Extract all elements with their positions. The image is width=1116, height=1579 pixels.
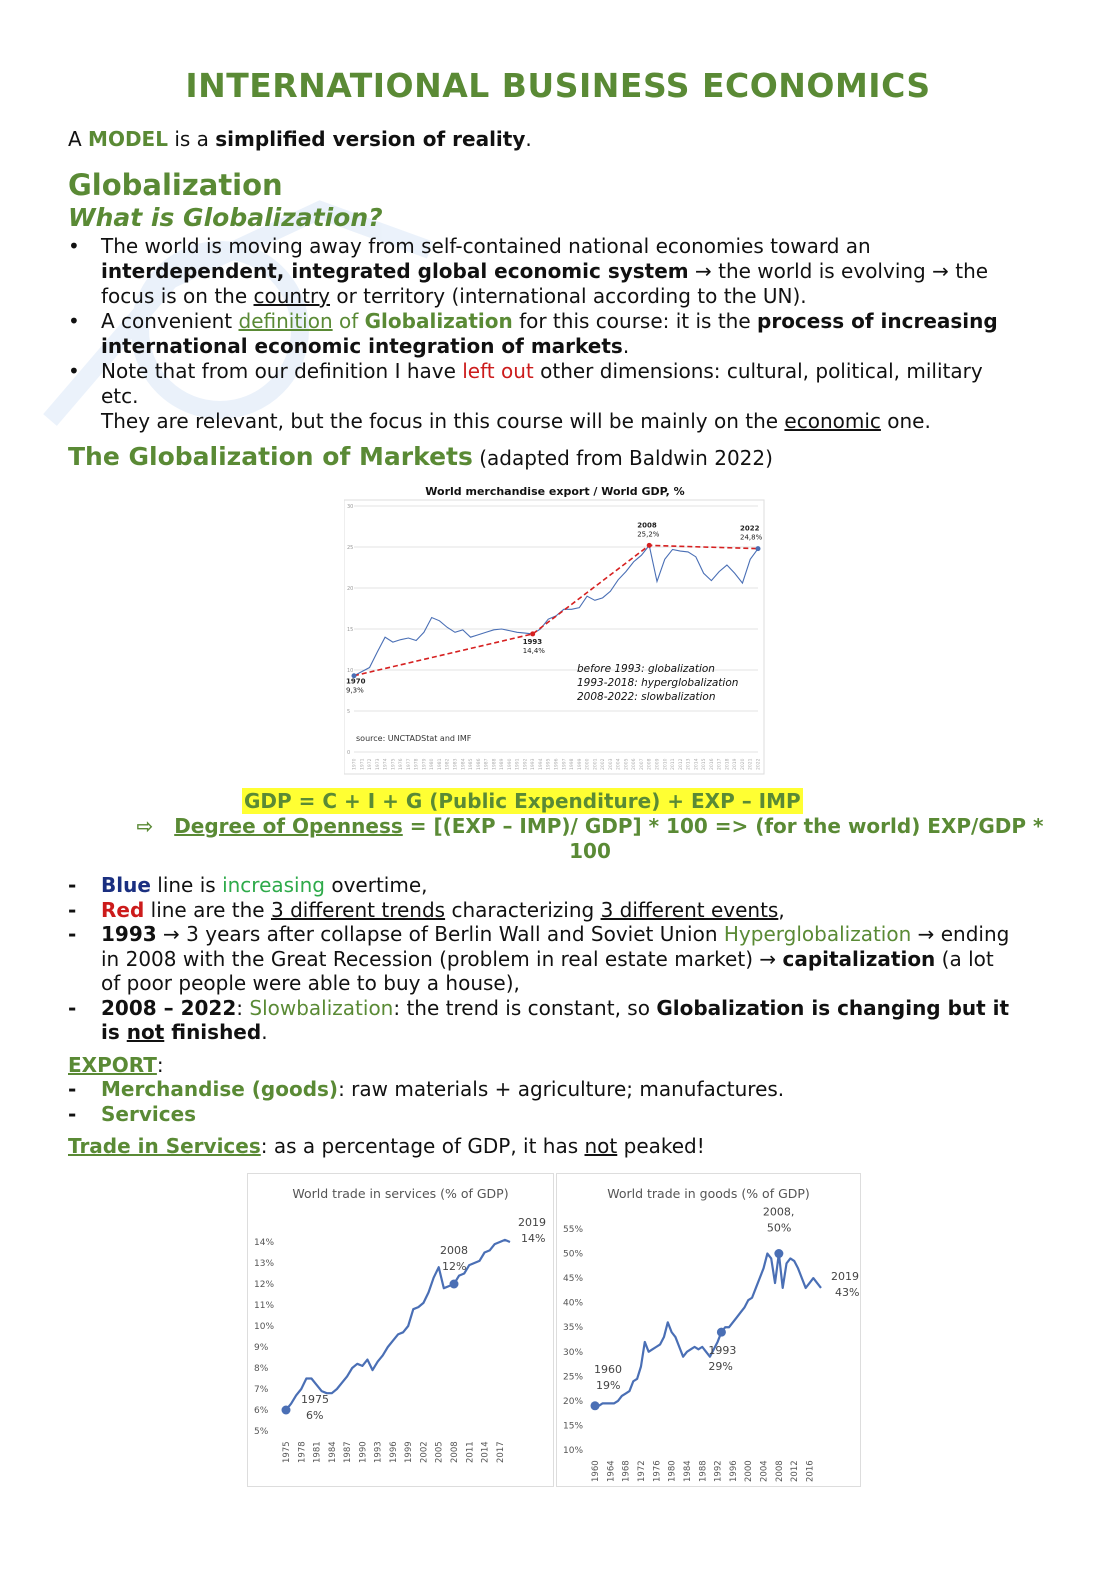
text: focus is on the	[101, 284, 254, 308]
text: Services	[101, 1101, 197, 1126]
dash: -	[68, 1077, 77, 1101]
y-tick-label: 10%	[563, 1446, 584, 1456]
model-definition	[68, 127, 532, 152]
document-title: INTERNATIONAL BUSINESS ECONOMICS	[185, 66, 931, 105]
x-tick-label: 2016	[709, 758, 715, 770]
text: Globalization is changing but it	[656, 995, 1010, 1020]
text: left out	[462, 359, 534, 383]
annotation-value: 6%	[306, 1409, 324, 1422]
y-tick-label: 12%	[254, 1280, 275, 1290]
text: Blue	[101, 873, 151, 897]
text: international economic integration of markets	[101, 334, 623, 358]
text: : as a percentage of GDP, it has	[260, 1134, 585, 1158]
text: economic	[784, 409, 881, 433]
annotation-year: 1993	[522, 637, 543, 646]
y-tick-label: 13%	[254, 1259, 275, 1269]
y-tick-label: 35%	[563, 1323, 584, 1334]
x-tick-label: 1975	[391, 758, 397, 770]
heading-globalization-of-markets	[68, 444, 773, 471]
x-tick-label: 1976	[652, 1460, 663, 1482]
text: finished	[164, 1020, 262, 1044]
x-tick-label: 2015	[702, 758, 708, 770]
x-tick-label: 2003	[608, 758, 614, 770]
x-tick-label: 1982	[445, 758, 451, 770]
x-tick-label: 1997	[562, 758, 568, 770]
text: :	[156, 1053, 164, 1077]
chart-world-merchandise-export	[344, 480, 766, 776]
text: is	[101, 1020, 127, 1044]
export-list	[68, 1077, 1048, 1126]
text: 100	[569, 839, 611, 863]
text: : the trend is constant, so	[393, 995, 657, 1020]
x-tick-label: 1999	[577, 758, 583, 770]
x-tick-label: 1984	[461, 758, 467, 770]
x-tick-label: 1978	[414, 758, 420, 770]
text: The Globalization of Markets	[68, 442, 473, 471]
annotation-value: 24,8%	[740, 533, 763, 542]
x-tick-label: 2005	[624, 758, 630, 770]
x-tick-label: 1976	[399, 758, 405, 770]
x-tick-label: 1986	[476, 758, 482, 770]
chart-title: World merchandise export / World GDP, %	[425, 485, 685, 498]
x-tick-label: 2005	[434, 1441, 445, 1463]
y-tick-label: 45%	[563, 1274, 584, 1285]
text: other dimensions: cultural, political, military	[533, 359, 983, 383]
x-tick-label: 2004	[616, 758, 622, 770]
x-tick-label: 2007	[639, 758, 645, 770]
bullet-dot: •	[68, 234, 80, 258]
list-item	[68, 873, 1048, 898]
legend-entry: 2008-2022: slowbalization	[577, 691, 716, 703]
y-tick-label: 20%	[563, 1396, 584, 1407]
annotation-year: 1960	[594, 1362, 622, 1376]
x-tick-label: 2016	[805, 1460, 816, 1482]
text: 2008 – 2022	[101, 995, 237, 1020]
text: :	[236, 995, 250, 1020]
text: (adapted from Baldwin 2022)	[472, 446, 773, 470]
data-point-marker	[530, 631, 535, 636]
x-tick-label: 2011	[465, 1441, 476, 1463]
x-tick-label: 1987	[343, 1441, 354, 1463]
gdp-formula: GDP = C + I + G (Public Expenditure) + EXP – IMP	[244, 789, 801, 813]
x-tick-label: 1989	[500, 758, 506, 770]
chart-notes-list	[68, 873, 1048, 1045]
text: 3 different events	[600, 897, 779, 922]
annotation-year: 2019	[831, 1269, 859, 1283]
text: interdependent, integrated global economic system	[101, 259, 689, 283]
text: of	[332, 309, 365, 333]
x-tick-label: 2014	[694, 758, 700, 770]
x-tick-label: 2021	[748, 758, 754, 770]
y-tick-label: 9%	[254, 1343, 269, 1353]
x-tick-label: 1999	[404, 1441, 415, 1463]
annotation-year: 2022	[740, 524, 760, 533]
x-tick-label: 1995	[546, 758, 552, 770]
text: capitalization	[782, 946, 936, 971]
text: → ending	[911, 922, 1010, 946]
annotation-year: 2008	[637, 521, 657, 530]
x-tick-label: 1996	[388, 1441, 399, 1463]
x-tick-label: 1968	[621, 1460, 632, 1482]
x-tick-label: 1993	[531, 758, 537, 770]
x-tick-label: 2012	[790, 1460, 801, 1482]
list-item	[68, 996, 1048, 1045]
text: process of increasing	[757, 309, 998, 333]
x-tick-label: 1979	[422, 758, 428, 770]
bullet-item	[68, 309, 1048, 359]
globalization-bullets	[68, 234, 1048, 434]
chart-world-trade-in-goods	[556, 1173, 861, 1487]
text: one.	[880, 409, 931, 433]
text: line are the	[144, 897, 271, 922]
x-tick-label: 2022	[756, 758, 762, 770]
text: Note that from our definition I have	[101, 359, 463, 383]
x-tick-label: 2008	[647, 758, 653, 770]
x-tick-label: 2002	[419, 1441, 430, 1463]
x-tick-label: 2013	[686, 758, 692, 770]
text: A	[68, 127, 89, 151]
text: A convenient	[101, 309, 239, 333]
x-tick-label: 1992	[713, 1460, 724, 1482]
y-tick-label: 7%	[254, 1385, 269, 1395]
definition-link: definition	[238, 309, 333, 333]
y-tick-label: 25%	[563, 1372, 584, 1383]
y-tick-label: 30	[347, 504, 354, 510]
x-tick-label: 1990	[358, 1441, 369, 1463]
y-tick-label: 15	[347, 627, 354, 633]
dash: -	[68, 922, 77, 946]
text: 1993	[101, 922, 157, 946]
y-tick-label: 10	[347, 668, 354, 674]
x-tick-label: 1980	[667, 1460, 678, 1482]
y-tick-label: 8%	[254, 1364, 269, 1374]
y-tick-label: 40%	[563, 1298, 584, 1309]
text: etc.	[101, 384, 139, 408]
y-tick-label: 50%	[563, 1249, 584, 1260]
text: (a lot	[935, 946, 994, 971]
x-tick-label: 1990	[507, 758, 513, 770]
trade-in-services-note	[68, 1134, 705, 1159]
chart-title: World trade in goods (% of GDP)	[607, 1186, 810, 1201]
x-tick-label: 1972	[636, 1460, 647, 1482]
x-tick-label: 2002	[601, 758, 607, 770]
x-tick-label: 1998	[570, 758, 576, 770]
bullet-item	[68, 234, 1048, 309]
x-tick-label: 1983	[453, 758, 459, 770]
model-word: MODEL	[88, 127, 168, 151]
x-tick-label: 2014	[480, 1441, 491, 1463]
x-tick-label: 1973	[375, 758, 381, 770]
text: Globalization	[364, 309, 513, 333]
text: country	[253, 284, 330, 308]
list-item	[68, 922, 1048, 996]
text: characterizing	[445, 897, 601, 922]
chart-title: World trade in services (% of GDP)	[292, 1186, 509, 1201]
x-tick-label: 1996	[728, 1460, 739, 1482]
chart-world-trade-in-services	[247, 1173, 554, 1487]
x-tick-label: 2017	[495, 1441, 506, 1463]
text: Slowbalization	[249, 995, 394, 1020]
x-tick-label: 2017	[717, 758, 723, 770]
text: or territory (international according to the UN).	[330, 284, 807, 308]
annotation-value: 14,4%	[522, 646, 545, 655]
annotation-year: 2008,	[762, 1205, 795, 1219]
text: line is	[150, 873, 223, 897]
text: is a	[167, 127, 216, 151]
x-tick-label: 2020	[740, 758, 746, 770]
x-tick-label: 1984	[327, 1441, 338, 1463]
x-tick-label: 1978	[297, 1441, 308, 1463]
data-point-marker	[774, 1249, 783, 1258]
data-point-marker	[450, 1280, 459, 1289]
text: Trade in Services	[68, 1134, 261, 1158]
degree-of-openness	[100, 814, 1080, 864]
text: → the world is evolving → the	[688, 259, 989, 283]
text: ,	[778, 897, 785, 922]
legend-entry: 1993-2018: hyperglobalization	[577, 677, 739, 689]
dash: -	[68, 873, 77, 897]
text: → 3 years after collapse of Berlin Wall and Soviet Union	[156, 922, 724, 946]
annotation-year: 2008	[440, 1244, 468, 1257]
x-tick-label: 2019	[733, 758, 739, 770]
y-tick-label: 30%	[563, 1347, 584, 1358]
x-tick-label: 2000	[744, 1460, 755, 1482]
dash: -	[68, 995, 77, 1020]
heading-globalization: Globalization	[68, 168, 283, 202]
x-tick-label: 2004	[759, 1460, 770, 1482]
text: 3 different trends	[270, 897, 446, 922]
annotation-value: 14%	[521, 1232, 546, 1245]
x-tick-label: 1994	[538, 758, 544, 770]
text: .	[261, 1020, 268, 1044]
text: of poor people were able to buy a house),	[101, 971, 520, 995]
x-tick-label: 1988	[698, 1460, 709, 1482]
annotation-year: 1970	[346, 677, 366, 686]
text: Degree of Openness	[174, 814, 403, 838]
x-tick-label: 1970	[352, 758, 358, 770]
x-tick-label: 1977	[406, 758, 412, 770]
x-tick-label: 2008	[450, 1441, 460, 1463]
dash: -	[68, 897, 77, 922]
text: in 2008 with the Great Recession (problem in real estate market) →	[101, 946, 783, 971]
x-tick-label: 2011	[671, 758, 677, 770]
x-tick-label: 1980	[430, 758, 436, 770]
text: = [(EXP – IMP)/ GDP] * 100 => (for the world) EXP/GDP *	[402, 814, 1044, 838]
annotation-value: 29%	[708, 1360, 733, 1374]
text: .	[525, 127, 532, 151]
bullet-item	[68, 359, 1048, 434]
annotation-value: 50%	[766, 1221, 792, 1235]
list-item	[68, 1102, 1048, 1127]
x-tick-label: 1996	[554, 758, 560, 770]
x-tick-label: 2000	[585, 758, 591, 770]
data-point-marker	[647, 543, 652, 548]
legend-entry: before 1993: globalization	[577, 663, 715, 675]
series-line	[595, 1254, 821, 1406]
x-tick-label: 2008	[774, 1460, 785, 1482]
annotation-year: 1975	[301, 1393, 329, 1406]
data-point-marker	[756, 546, 761, 551]
list-item	[68, 898, 1048, 923]
arrow-icon: ⇨	[136, 814, 154, 838]
x-tick-label: 1981	[312, 1441, 323, 1463]
x-tick-label: 2009	[655, 758, 661, 770]
dash: -	[68, 1101, 77, 1126]
x-tick-label: 1992	[523, 758, 529, 770]
y-tick-label: 0	[347, 750, 351, 756]
text: increasing	[222, 873, 325, 897]
data-point-marker	[591, 1401, 600, 1410]
text: overtime,	[324, 873, 428, 897]
x-tick-label: 1960	[591, 1460, 601, 1482]
chart-frame	[344, 500, 764, 774]
x-tick-label: 2018	[725, 758, 731, 770]
y-tick-label: 6%	[254, 1406, 269, 1416]
x-tick-label: 1985	[469, 758, 475, 770]
annotation-value: 9,3%	[346, 686, 364, 695]
text: .	[622, 334, 630, 358]
x-tick-label: 1975	[282, 1441, 292, 1463]
y-tick-label: 11%	[254, 1301, 275, 1311]
x-tick-label: 1987	[484, 758, 490, 770]
bullet-dot: •	[68, 309, 80, 333]
text: for this course: it is the	[512, 309, 758, 333]
annotation-value: 43%	[835, 1285, 860, 1299]
model-bold: simplified version of reality	[215, 127, 526, 151]
x-tick-label: 1972	[368, 758, 374, 770]
x-tick-label: 1984	[682, 1460, 693, 1482]
y-tick-label: 5	[347, 709, 351, 715]
x-tick-label: 2012	[678, 758, 684, 770]
x-tick-label: 1981	[437, 758, 443, 770]
chart-source: source: UNCTADStat and IMF	[356, 734, 472, 743]
x-tick-label: 1971	[360, 758, 366, 770]
text: : raw materials + agriculture; manufactures.	[338, 1077, 785, 1101]
x-tick-label: 2010	[663, 758, 669, 770]
data-point-marker	[717, 1328, 726, 1337]
y-tick-label: 15%	[563, 1421, 584, 1432]
annotation-year: 2019	[518, 1216, 546, 1229]
y-tick-label: 55%	[563, 1225, 584, 1235]
x-tick-label: 1991	[515, 758, 521, 770]
x-tick-label: 1964	[606, 1460, 617, 1482]
text: They are relevant, but the focus in this course will be mainly on the	[101, 409, 785, 433]
annotation-value: 19%	[596, 1378, 621, 1392]
text: The world is moving away from self-contained national economies toward an	[101, 234, 871, 258]
text: peaked!	[617, 1134, 705, 1158]
text: EXPORT	[68, 1053, 157, 1077]
heading-what-is-globalization: What is Globalization?	[68, 203, 383, 232]
text: not	[584, 1134, 618, 1158]
x-tick-label: 1974	[383, 758, 389, 770]
y-tick-label: 5%	[254, 1427, 269, 1437]
export-heading	[68, 1053, 164, 1078]
x-tick-label: 2001	[593, 758, 599, 770]
series-line	[286, 1240, 510, 1410]
x-tick-label: 1993	[373, 1441, 384, 1463]
annotation-value: 25,2%	[637, 530, 660, 539]
x-tick-label: 1988	[492, 758, 498, 770]
text: Hyperglobalization	[723, 922, 912, 946]
text: not	[126, 1020, 165, 1044]
y-tick-label: 20	[347, 586, 354, 592]
list-item	[68, 1077, 1048, 1102]
y-tick-label: 10%	[254, 1322, 275, 1332]
x-tick-label: 2006	[632, 758, 638, 770]
text: Merchandise (goods)	[101, 1077, 339, 1101]
data-point-marker	[282, 1406, 291, 1415]
bullet-dot: •	[68, 359, 80, 383]
text: Red	[101, 897, 145, 922]
annotation-year: 1993	[708, 1344, 737, 1358]
y-tick-label: 25	[347, 545, 354, 551]
y-tick-label: 14%	[254, 1238, 275, 1248]
annotation-value: 12%	[442, 1260, 467, 1273]
